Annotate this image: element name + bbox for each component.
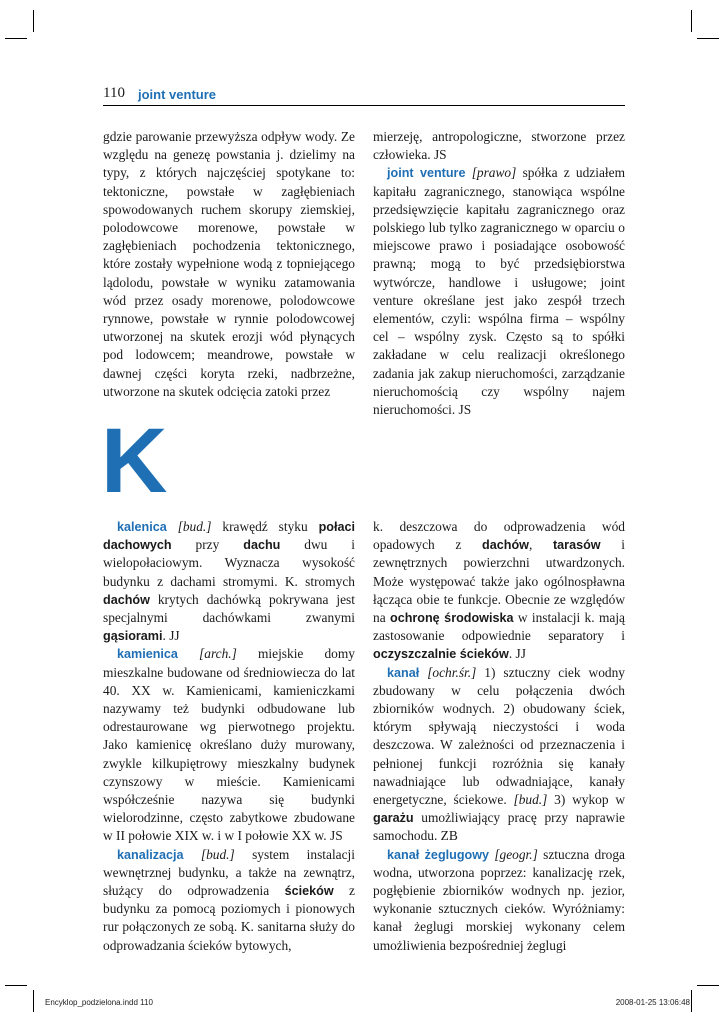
crop-mark-bottom-left-v: [33, 990, 34, 1012]
cross-ref-dachu: dachu: [243, 538, 281, 553]
text: 3) wykop w: [547, 792, 625, 808]
crop-mark-top-right-v: [691, 10, 692, 32]
abbr-bud: [bud.]: [200, 846, 235, 862]
crop-mark-bottom-left-h: [5, 985, 27, 986]
continued-entry-text: gdzie parowanie przewyższa odpływ wody. Ze względu na genezę powstania j. dzielimy na typy, z których najczęściej spotykane to: tektoniczne, powstałe w zagłębieniach spowodowanych ruchem skorupy ziemskiej, polodowcowe morenowe, powstałe w zagłębieniach pochodzenia tektonicznego, które zostały wypełnione wodą z topniejącego lądolodu, powstałe w wyniku zatamowania wód przez osady morenowe, polodowcowe rynnowe, powstałe w rynnie polodowcowej utworzonej na skutek erozji wód płynących pod lodowcem; meandrowe, powstałe w dawnej części koryta rzeki, nadbrzeżne, utworzone na skutek odcięcia zatoki przez: [103, 129, 355, 399]
footer-datetime: 2008-01-25 13:06:48: [615, 998, 690, 1007]
text: system instalacji wewnętrznej budynku, a także na zewnątrz, służący do odprowadzenia: [103, 846, 355, 899]
headword-kamienica: kamienica: [117, 647, 178, 662]
footer-file-slug: Encyklop_podzielona.indd 110: [45, 998, 153, 1007]
top-left-column: [103, 128, 355, 401]
cross-ref-garazu: garażu: [373, 811, 414, 826]
abbr-bud: [bud.]: [513, 792, 548, 808]
running-title: joint venture: [138, 87, 217, 102]
headword-kanal: kanał: [387, 665, 420, 680]
text: ,: [528, 537, 553, 553]
definition-joint-venture: spółka z udziałem kapitału zagranicznego, stanowiąca wspólne przedsięwzięcie kapitału zagranicznego oraz polskiego lub tylko zagranicznego w oparciu o miejscowe prawo i posiadające osobowość prawną; mogą to być przedsiębiorstwa wytwórcze, handlowe i usługowe; joint venture określane jest jako zespół trzech elementów, czyli: wspólna firma – wspólny cel – wspólny zysk. Często są to spółki zakładane w celu realizacji określonego zadania jak zakup nieruchomości, zarządzanie nieruchomością czy wspólny najem nieruchomości. JS: [373, 165, 625, 418]
section-letter: K: [101, 410, 168, 512]
bottom-right-column: [373, 518, 625, 955]
text: z budynku za pomocą poziomych i pionowych rur połączonych ze sobą. K. sanitarna służy do odprowadzania ścieków bytowych,: [103, 883, 355, 953]
text: . JJ: [162, 628, 180, 644]
text: i zewnętrznych powierzchni utwardzonych. Może występować także jako ogólnospławna łącząca obie te funkcje. Obecnie ze względów na: [373, 537, 625, 626]
text: krawędź styku: [211, 519, 319, 534]
crop-mark-bottom-right-v: [691, 990, 692, 1012]
cross-ref-dachow: dachów: [482, 538, 529, 553]
abbr-ochr-sr: [ochr.śr.]: [427, 664, 477, 680]
crop-mark-top-right-h: [697, 38, 719, 39]
text: . JJ: [508, 646, 526, 662]
entry-kanalizacja-continued: [373, 518, 625, 664]
entry-kanal-zeglugowy: [373, 846, 625, 955]
crop-mark-bottom-right-h: [697, 985, 719, 986]
headword-kanal-zeglugowy: kanał żeglugowy: [387, 847, 490, 862]
text: przy: [171, 537, 244, 553]
headword-kanalizacja: kanalizacja: [117, 847, 184, 862]
top-right-column: [373, 128, 625, 419]
text: dwu i wielopołaciowym. Wyznacza wysokość budynku z dachami stromymi. K. stromych: [103, 537, 355, 589]
cross-ref-dachow: dachów: [103, 592, 150, 607]
entry-kalenica: [103, 518, 355, 645]
abbr-arch: [arch.]: [199, 646, 237, 662]
cross-ref-oczyszczalnie-sciekow: oczyszczalnie ścieków: [373, 647, 509, 662]
headword-kalenica: kalenica: [117, 520, 167, 534]
entry-joint-venture: [373, 164, 625, 419]
continued-entry-end: mierzeję, antropologiczne, stworzone przez człowieka. JS: [373, 129, 625, 163]
text: krytych dachówką pokrywana jest specjalnymi dachówkami zwanymi: [103, 591, 355, 626]
abbr-geogr: [geogr.]: [494, 846, 538, 862]
bottom-left-column: [103, 518, 355, 955]
entry-kanal: [373, 664, 625, 846]
crop-mark-top-left-h: [5, 38, 27, 39]
abbr-bud: [bud.]: [177, 519, 212, 534]
cross-ref-gasiorami: gąsiorami: [103, 629, 163, 644]
entry-kamienica: [103, 645, 355, 845]
entry-kanalizacja: [103, 846, 355, 955]
cross-ref-sciekow: ścieków: [284, 884, 334, 899]
cross-ref-ochrone-srodowiska: ochronę środowiska: [390, 611, 514, 626]
cross-ref-polaci: połaci dachowych: [103, 520, 355, 553]
abbr-prawo: [prawo]: [471, 165, 517, 181]
text: w instalacji k. mają zastosowanie odpowiednie separatory i: [373, 610, 625, 644]
text: 1) sztuczny ciek wodny zbudowany w celu połączenia dwóch zbiorników wodnych. 2) obudowany ściek, którym spływają nieczystości i woda deszczowa. W zależności od przeznaczenia i pełnionej funkcji rozróżnia się kanały nawadniające lub odwadniające, kanały energetyczne, ściekowe.: [373, 664, 625, 808]
text: umożliwiający pracę przy naprawie samochodu. ZB: [373, 810, 625, 844]
headword-joint-venture: joint venture: [387, 166, 466, 181]
definition-kamienica: miejskie domy mieszkalne budowane od średniowiecza do lat 40. XX w. Kamienicami, kamieniczkami nazywamy też budynki odbudowane lub odrestaurowane wg pierwotnego projektu. Jako kamienicę określano duży murowany, zwykle kilkupiętrowy mieszkalny budynek czynszowy w mieście. Kamienicami współcześnie nazywa się budynki wielorodzinne, często zabytkowe zbudowane w II połowie XIX w. i w I połowie XX w. JS: [103, 646, 355, 844]
page-number: 110: [103, 85, 125, 101]
definition-kanal-zeglugowy: sztuczna droga wodna, utworzona poprzez: kanalizację rzek, pogłębienie zbiorników wodnych np. jezior, wykonanie sztucznych cieków. Wyróżniamy: kanał żeglugi morskiej wykonany celem umożliwienia bezpośredniej żeglugi: [373, 846, 625, 953]
cross-ref-tarasow: tarasów: [552, 538, 601, 553]
crop-mark-top-left-v: [33, 10, 34, 32]
text: k. deszczowa do odprowadzenia wód opadowych z: [373, 519, 625, 553]
running-header: [103, 85, 625, 106]
